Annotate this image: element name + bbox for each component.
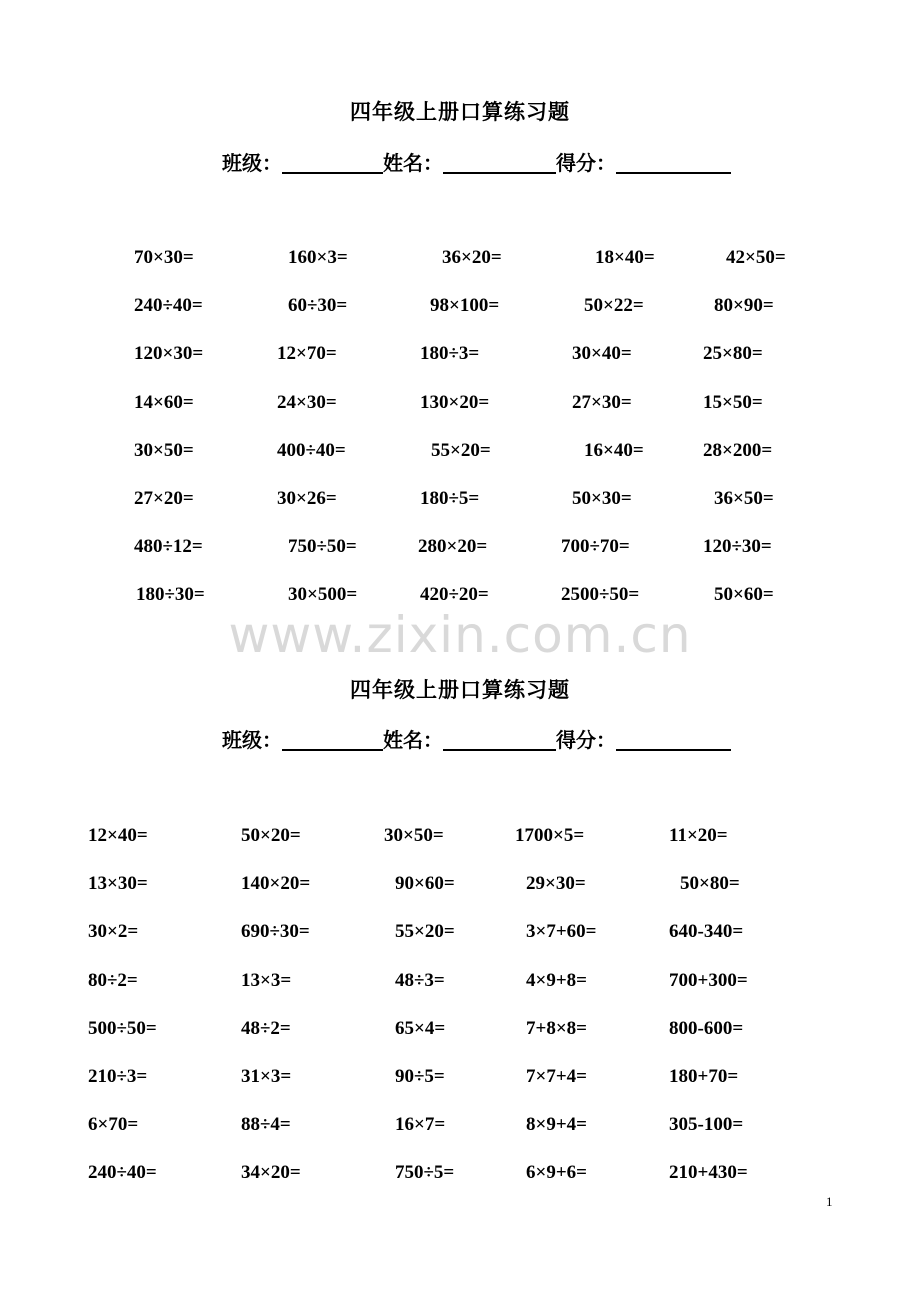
problem: 30×50=: [134, 440, 194, 461]
problem: 16×7=: [395, 1114, 446, 1135]
problem: 8×9+4=: [526, 1114, 587, 1135]
problem: 12×70=: [277, 343, 337, 364]
score-label: 得分：: [556, 730, 616, 752]
problem: 80×90=: [714, 295, 774, 316]
page-number: 1: [826, 1194, 833, 1209]
problem: 50×20=: [241, 825, 301, 846]
problem: 30×40=: [572, 343, 632, 364]
problem: 120×30=: [134, 343, 204, 364]
problem: 120÷30=: [703, 536, 772, 557]
problem: 240÷40=: [88, 1162, 157, 1183]
problem: 500÷50=: [88, 1018, 157, 1039]
name-label: 姓名：: [383, 730, 443, 752]
problem: 55×20=: [395, 921, 455, 942]
problem: 31×3=: [241, 1066, 292, 1087]
problem: 7+8×8=: [526, 1018, 587, 1039]
problem: 50×22=: [584, 295, 644, 316]
problem: 65×4=: [395, 1018, 446, 1039]
problem: 750÷50=: [288, 536, 357, 557]
problem: 140×20=: [241, 873, 311, 894]
problem: 13×3=: [241, 970, 292, 991]
score-blank[interactable]: [616, 729, 731, 751]
problem: 640-340=: [669, 921, 744, 942]
score-label: 得分：: [556, 153, 616, 175]
problem: 750÷5=: [395, 1162, 455, 1183]
problem: 7×7+4=: [526, 1066, 587, 1087]
problem: 160×3=: [288, 247, 348, 268]
problem: 29×30=: [526, 873, 586, 894]
problem: 55×20=: [431, 440, 491, 461]
problem: 400÷40=: [277, 440, 346, 461]
sheet-2-title: 四年级上册口算练习题: [350, 678, 570, 702]
problem: 36×20=: [442, 247, 502, 268]
sheet-2-fields: [222, 729, 731, 751]
problem: 42×50=: [726, 247, 786, 268]
name-blank[interactable]: [443, 729, 556, 751]
problem: 27×20=: [134, 488, 194, 509]
sheet-1-title: 四年级上册口算练习题: [350, 100, 570, 124]
problem: 30×50=: [384, 825, 444, 846]
problem: 27×30=: [572, 392, 632, 413]
problem: 210+430=: [669, 1162, 748, 1183]
problem: 30×500=: [288, 584, 358, 605]
problem: 90×60=: [395, 873, 455, 894]
name-label: 姓名：: [383, 153, 443, 175]
problem: 30×2=: [88, 921, 139, 942]
problem: 480÷12=: [134, 536, 203, 557]
problem: 48÷2=: [241, 1018, 291, 1039]
class-label: 班级：: [222, 153, 282, 175]
problem: 13×30=: [88, 873, 148, 894]
problem: 420÷20=: [420, 584, 489, 605]
problem: 25×80=: [703, 343, 763, 364]
problem: 60÷30=: [288, 295, 348, 316]
problem: 800-600=: [669, 1018, 744, 1039]
problem: 1700×5=: [515, 825, 585, 846]
problem: 88÷4=: [241, 1114, 291, 1135]
problem: 36×50=: [714, 488, 774, 509]
problem: 14×60=: [134, 392, 194, 413]
problem: 18×40=: [595, 247, 655, 268]
sheet-1-fields: [222, 152, 731, 174]
problem: 280×20=: [418, 536, 488, 557]
problem: 700÷70=: [561, 536, 630, 557]
score-blank[interactable]: [616, 152, 731, 174]
watermark: www.zixin.com.cn: [228, 606, 692, 664]
problem: 180+70=: [669, 1066, 739, 1087]
problem: 16×40=: [584, 440, 644, 461]
problem: 24×30=: [277, 392, 337, 413]
problem: 4×9+8=: [526, 970, 587, 991]
name-blank[interactable]: [443, 152, 556, 174]
problem: 2500÷50=: [561, 584, 640, 605]
problem: 3×7+60=: [526, 921, 597, 942]
problem: 6×70=: [88, 1114, 139, 1135]
class-blank[interactable]: [282, 729, 383, 751]
problem: 130×20=: [420, 392, 490, 413]
problem: 12×40=: [88, 825, 148, 846]
problem: 180÷5=: [420, 488, 480, 509]
problem: 210÷3=: [88, 1066, 148, 1087]
problem: 28×200=: [703, 440, 773, 461]
class-label: 班级：: [222, 730, 282, 752]
class-blank[interactable]: [282, 152, 383, 174]
problem: 305-100=: [669, 1114, 744, 1135]
problem: 700+300=: [669, 970, 748, 991]
problem: 690÷30=: [241, 921, 310, 942]
problem: 50×60=: [714, 584, 774, 605]
problem: 6×9+6=: [526, 1162, 587, 1183]
problem: 50×30=: [572, 488, 632, 509]
problem: 180÷3=: [420, 343, 480, 364]
problem: 50×80=: [680, 873, 740, 894]
problem: 80÷2=: [88, 970, 138, 991]
problem: 48÷3=: [395, 970, 445, 991]
problem: 34×20=: [241, 1162, 301, 1183]
problem: 98×100=: [430, 295, 500, 316]
problem: 11×20=: [669, 825, 728, 846]
problem: 15×50=: [703, 392, 763, 413]
problem: 180÷30=: [136, 584, 205, 605]
problem: 90÷5=: [395, 1066, 445, 1087]
problem: 240÷40=: [134, 295, 203, 316]
problem: 30×26=: [277, 488, 337, 509]
problem: 70×30=: [134, 247, 194, 268]
